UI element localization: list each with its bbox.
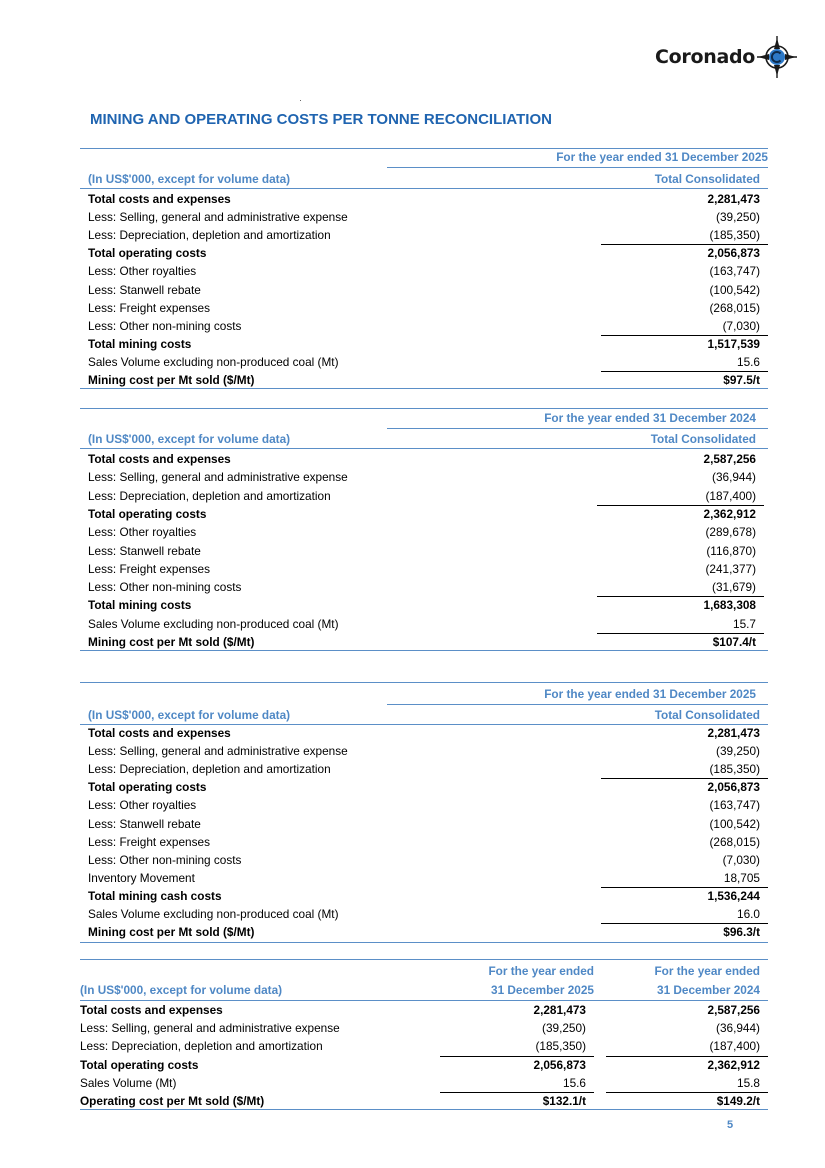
row-label: Sales Volume (Mt): [80, 1075, 177, 1090]
col1-header-line2: 31 December 2025: [491, 983, 594, 997]
row-label: Less: Other royalties: [88, 264, 197, 279]
table-row: [88, 760, 760, 778]
row-label: Less: Selling, general and administrative expense: [80, 1021, 340, 1036]
row-value: (7,030): [722, 318, 760, 333]
row-value: 1,536,244: [707, 888, 760, 903]
row-label: Operating cost per Mt sold ($/Mt): [80, 1094, 265, 1108]
units-header: (In US$'000, except for volume data): [88, 432, 291, 446]
table-operating-cost-comparison: [80, 950, 768, 1120]
table-row: [88, 244, 760, 262]
row-label: Less: Other non-mining costs: [88, 852, 242, 867]
table-row: [88, 450, 756, 468]
row-label: Total costs and expenses: [88, 726, 231, 740]
table-row: [88, 796, 760, 814]
table-row: [88, 487, 756, 505]
row-value: (39,250): [716, 744, 760, 759]
row-value-2025: 15.6: [563, 1075, 586, 1090]
table-row: [80, 1019, 760, 1037]
row-value-2024: $149.2/t: [716, 1094, 760, 1108]
underline-rule: [597, 505, 764, 506]
row-value-2024: 2,362,912: [707, 1057, 760, 1072]
row-label: Less: Stanwell rebate: [88, 543, 201, 558]
underline-rule: [606, 1056, 768, 1057]
table-2025-mining-cost: [80, 140, 768, 400]
row-label: Less: Freight expenses: [88, 561, 210, 576]
row-value-2025: 2,056,873: [533, 1057, 586, 1072]
underline-rule: [440, 1092, 594, 1093]
table-row: [88, 371, 760, 389]
underline-rule: [597, 596, 764, 597]
table-row: [88, 742, 760, 760]
row-value: 2,281,473: [707, 726, 760, 740]
table-row: [88, 335, 760, 353]
row-value: 2,056,873: [707, 246, 760, 261]
row-label: Sales Volume excluding non-produced coal (Mt): [88, 354, 339, 369]
table-row: [88, 778, 760, 796]
period-header: For the year ended 31 December 2025: [556, 150, 768, 164]
row-label: Total costs and expenses: [88, 452, 231, 466]
row-value: $107.4/t: [712, 635, 756, 649]
row-label: Total operating costs: [88, 246, 207, 261]
table-row: [88, 560, 756, 578]
row-value: (7,030): [722, 852, 760, 867]
table-row: [80, 1074, 760, 1092]
row-value: (163,747): [709, 798, 760, 813]
col2-header-line2: 31 December 2024: [657, 983, 760, 997]
units-header: (In US$'000, except for volume data): [88, 172, 291, 186]
underline-rule: [601, 371, 768, 372]
table-row: [80, 1037, 760, 1055]
row-value: 2,587,256: [703, 452, 756, 466]
column-header: Total Consolidated: [650, 432, 756, 446]
table-row: [88, 523, 756, 541]
table-row: [80, 1056, 760, 1074]
table-row: [88, 905, 760, 923]
logo-text: Coronado: [655, 46, 756, 68]
column-header: Total Consolidated: [654, 172, 760, 186]
row-value: (268,015): [709, 834, 760, 849]
underline-rule: [601, 335, 768, 336]
col2-header-line1: For the year ended: [654, 964, 760, 978]
units-header: (In US$'000, except for volume data): [80, 983, 283, 997]
row-value: (185,350): [709, 228, 760, 243]
table-row: [88, 833, 760, 851]
row-label: Mining cost per Mt sold ($/Mt): [88, 373, 255, 387]
row-label: Less: Stanwell rebate: [88, 282, 201, 297]
table-row: [88, 190, 760, 208]
units-header: (In US$'000, except for volume data): [88, 708, 291, 722]
row-label: Less: Depreciation, depletion and amortization: [88, 762, 331, 777]
table-row: [88, 299, 760, 317]
table-row: [88, 869, 760, 887]
row-label: Total operating costs: [88, 780, 207, 795]
row-value-2024: 15.8: [737, 1075, 760, 1090]
row-label: Mining cost per Mt sold ($/Mt): [88, 635, 255, 649]
row-value: (187,400): [705, 488, 756, 503]
table-row: [88, 724, 760, 742]
row-label: Total mining costs: [88, 336, 192, 351]
period-header: For the year ended 31 December 2025: [544, 687, 756, 701]
row-value: 15.7: [733, 616, 756, 631]
row-value-2025: (39,250): [542, 1021, 586, 1036]
table-row: [88, 353, 760, 371]
table-row: [88, 596, 756, 614]
compass-logo-icon: [757, 35, 797, 79]
row-label: Less: Selling, general and administrative expense: [88, 470, 348, 485]
table-row: [88, 615, 756, 633]
underline-rule: [440, 1056, 594, 1057]
underline-rule: [606, 1092, 768, 1093]
table-row: [88, 505, 756, 523]
table-row: [88, 851, 760, 869]
page-number: 5: [727, 1119, 734, 1131]
row-label: Total mining costs: [88, 598, 192, 613]
column-header: Total Consolidated: [654, 708, 760, 722]
row-label: Less: Selling, general and administrative expense: [88, 210, 348, 225]
table-row: [88, 468, 756, 486]
row-label: Less: Depreciation, depletion and amortization: [88, 488, 331, 503]
row-label: Less: Other non-mining costs: [88, 318, 242, 333]
underline-rule: [597, 633, 764, 634]
table-row: [88, 578, 756, 596]
row-label: Less: Other royalties: [88, 525, 197, 540]
underline-rule: [601, 778, 768, 779]
underline-rule: [601, 923, 768, 924]
row-value-2025: $132.1/t: [542, 1094, 586, 1108]
row-value: $97.5/t: [723, 373, 760, 387]
row-label: Less: Depreciation, depletion and amortization: [88, 228, 331, 243]
row-value-2024: (187,400): [709, 1039, 760, 1054]
row-label: Less: Other royalties: [88, 798, 197, 813]
row-label: Inventory Movement: [88, 870, 195, 885]
table-row: [88, 262, 760, 280]
row-label: Sales Volume excluding non-produced coal (Mt): [88, 907, 339, 921]
row-value: (36,944): [712, 470, 756, 485]
row-value: (100,542): [709, 816, 760, 831]
table-row: [80, 1001, 760, 1019]
table-row: [88, 281, 760, 299]
row-value: 2,281,473: [707, 192, 760, 206]
row-value-2025: 2,281,473: [533, 1003, 586, 1017]
row-value: 1,683,308: [703, 598, 756, 613]
table-row: [88, 317, 760, 335]
row-value: (268,015): [709, 300, 760, 315]
row-label: Less: Selling, general and administrative expense: [88, 744, 348, 759]
row-label: Less: Stanwell rebate: [88, 816, 201, 831]
table-row: [88, 815, 760, 833]
table-row: [88, 226, 760, 244]
table-row: [88, 542, 756, 560]
row-label: Mining cost per Mt sold ($/Mt): [88, 925, 255, 940]
table-row: [88, 633, 756, 651]
row-value-2024: 2,587,256: [707, 1003, 760, 1017]
underline-rule: [601, 244, 768, 245]
row-value-2025: (185,350): [535, 1039, 586, 1054]
table-row: [80, 1092, 760, 1110]
stray-dot: [300, 100, 301, 101]
table-row: [88, 923, 760, 941]
row-value: (185,350): [709, 762, 760, 777]
row-label: Sales Volume excluding non-produced coal (Mt): [88, 616, 339, 631]
row-value: 2,362,912: [703, 506, 756, 521]
row-value: (289,678): [705, 525, 756, 540]
row-value: 16.0: [737, 907, 760, 921]
period-header: For the year ended 31 December 2024: [544, 411, 756, 425]
table-2024-mining-cost: [80, 400, 768, 660]
row-value-2024: (36,944): [716, 1021, 760, 1036]
row-label: Total mining cash costs: [88, 888, 222, 903]
row-label: Less: Freight expenses: [88, 834, 210, 849]
company-logo: [655, 34, 797, 80]
row-value: $96.3/t: [723, 925, 760, 940]
table-2025-mining-cash-cost: [80, 674, 768, 954]
row-value: (116,870): [706, 543, 756, 558]
row-label: Less: Depreciation, depletion and amortization: [80, 1039, 323, 1054]
row-label: Total costs and expenses: [88, 192, 231, 206]
table-row: [88, 887, 760, 905]
page-title: MINING AND OPERATING COSTS PER TONNE RECONCILIATION: [90, 111, 552, 128]
row-value: (241,377): [705, 561, 756, 576]
col1-header-line1: For the year ended: [488, 964, 594, 978]
table-row: [88, 208, 760, 226]
row-label: Total costs and expenses: [80, 1003, 223, 1017]
row-value: (100,542): [709, 282, 760, 297]
row-label: Less: Other non-mining costs: [88, 580, 242, 595]
row-value: 2,056,873: [707, 780, 760, 795]
row-value: (39,250): [716, 210, 760, 225]
row-label: Total operating costs: [88, 506, 207, 521]
row-value: (163,747): [709, 264, 760, 279]
row-value: (31,679): [712, 580, 756, 595]
row-label: Less: Freight expenses: [88, 300, 210, 315]
underline-rule: [601, 887, 768, 888]
row-value: 1,517,539: [707, 336, 760, 351]
row-value: 15.6: [737, 354, 760, 369]
row-value: 18,705: [723, 870, 760, 885]
row-label: Total operating costs: [80, 1057, 199, 1072]
